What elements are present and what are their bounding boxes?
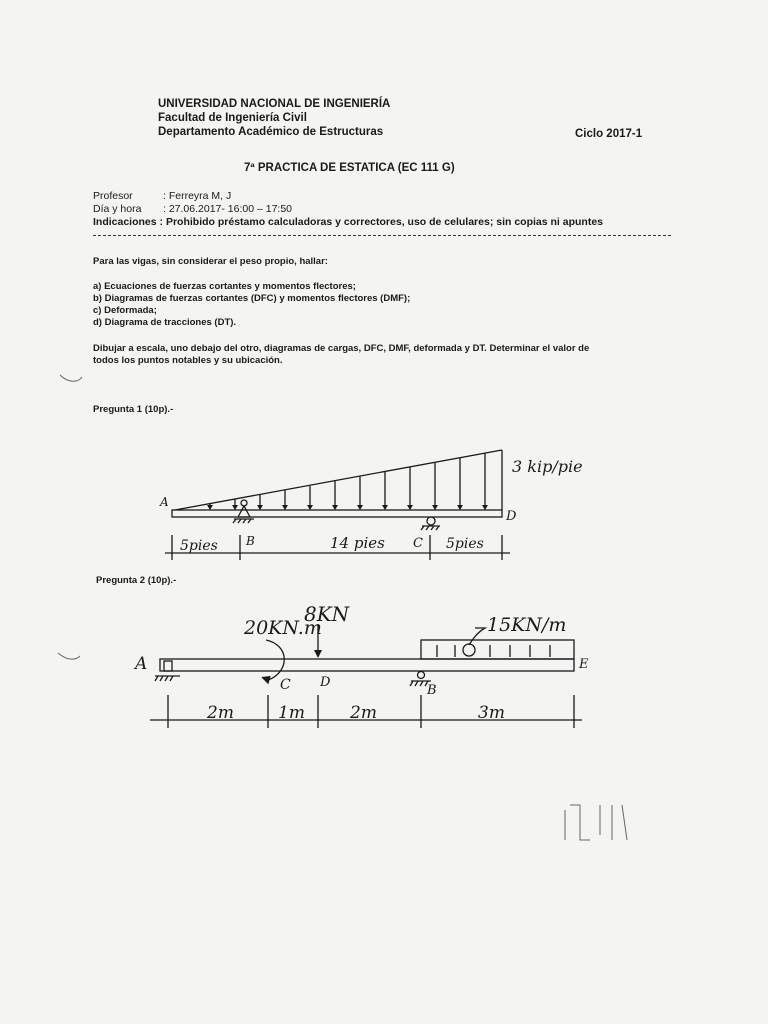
department-name: Departamento Académico de Estructuras — [158, 126, 384, 138]
date-label: Día y hora — [93, 203, 142, 215]
indications-label: Indicaciones — [93, 216, 157, 228]
list-item: a) Ecuaciones de fuerzas cortantes y momentos flectores; — [93, 281, 356, 292]
q2-load-label: 15KN/m — [487, 614, 567, 636]
q2-point-c: C — [280, 677, 291, 693]
q2-point-d: D — [320, 675, 331, 690]
q2-point-a: A — [135, 654, 148, 674]
q2-dim-1: 2m — [207, 703, 234, 723]
q1-point-c: C — [413, 536, 423, 551]
instruction-line: Dibujar a escala, uno debajo del otro, diagramas de cargas, DFC, DMF, deformada y DT. Determinar el valor de — [93, 343, 590, 354]
q2-dim-4: 3m — [478, 703, 505, 723]
question-2-label: Pregunta 2 (10p).- — [96, 575, 177, 586]
q1-dim-3: 5pies — [446, 536, 484, 552]
q1-support-c — [421, 517, 440, 530]
q2-moment-label: 20KN.m — [244, 617, 322, 639]
q1-dim-2: 14 pies — [330, 534, 385, 552]
q2-point-e: E — [579, 657, 589, 672]
q2-point-b: B — [427, 683, 437, 698]
q1-load-arrows — [210, 453, 485, 509]
q1-load-line — [175, 450, 502, 510]
document-title: 7ª PRACTICA DE ESTATICA (EC 111 G) — [244, 162, 455, 174]
q1-point-d: D — [506, 509, 517, 524]
q1-point-b: B — [246, 534, 255, 548]
q2-dim-2: 1m — [278, 703, 305, 723]
cycle-label: Ciclo 2017-1 — [575, 128, 643, 140]
list-item: d) Diagrama de tracciones (DT). — [93, 317, 237, 328]
q1-load-label: 3 kip/pie — [512, 457, 583, 476]
q1-point-a: A — [160, 495, 169, 509]
faculty-name: Facultad de Ingeniería Civil — [158, 112, 307, 124]
list-item: b) Diagramas de fuerzas cortantes (DFC) y momentos flectores (DMF); — [93, 293, 411, 304]
indications-value: : Prohibido préstamo calculadoras y correctores, uso de celulares; sin copias ni apuntes — [159, 216, 604, 228]
q2-force-label: 8KN — [304, 602, 350, 626]
professor-value: : Ferreyra M, J — [163, 190, 232, 202]
intro-text: Para las vigas, sin considerar el peso propio, hallar: — [93, 256, 328, 267]
q1-dim-1: 5pies — [180, 538, 218, 554]
q1-support-b — [233, 500, 254, 523]
q2-dim-3: 2m — [350, 703, 377, 723]
professor-label: Profesor — [93, 190, 133, 202]
q1-beam — [172, 510, 502, 517]
date-value: : 27.06.2017- 16:00 – 17:50 — [163, 203, 293, 215]
instruction-line: todos los puntos notables y su ubicación. — [93, 355, 283, 366]
question-1-label: Pregunta 1 (10p).- — [93, 404, 174, 415]
university-name: UNIVERSIDAD NACIONAL DE INGENIERÍA — [158, 98, 391, 110]
list-item: c) Deformada; — [93, 305, 157, 316]
